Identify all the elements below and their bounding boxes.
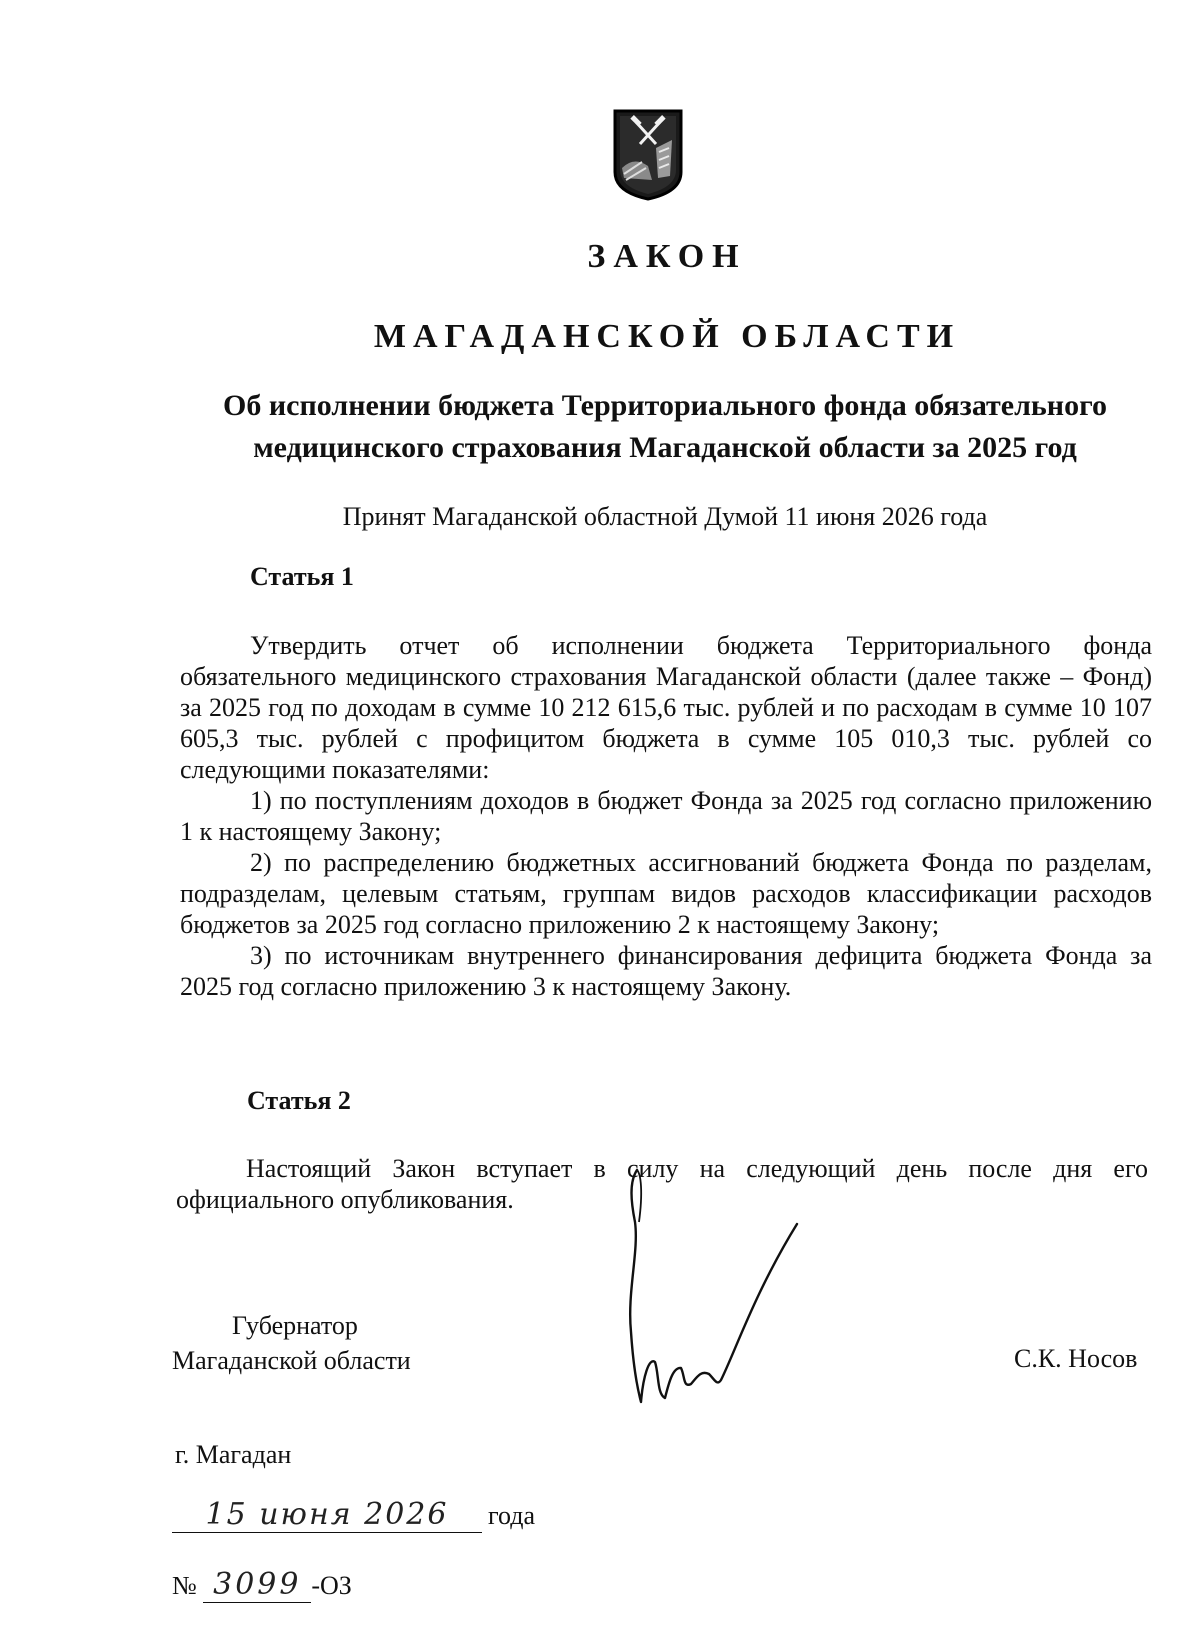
region-title: МАГАДАНСКОЙ ОБЛАСТИ (373, 318, 961, 355)
article-2-text: Настоящий Закон вступает в силу на следующий день после дня его официального опубликования. (176, 1154, 1148, 1214)
magadan-coat-of-arms-icon (612, 108, 684, 202)
article-1-item-2: 2) по распределению бюджетных ассигнований бюджета Фонда по разделам, подразделам, целевым статьям, группам видов расходов классификации расходов бюджетов за 2025 год согласно приложению 2 к настоящему Закону; (180, 848, 1152, 939)
law-subject-title (190, 385, 1140, 469)
handwritten-signature (625, 1162, 800, 1414)
number-prefix: № (172, 1571, 197, 1600)
signer-name: С.К. Носов (1014, 1344, 1138, 1373)
law-subject-line-1: Об исполнении бюджета Территориального фонда обязательного (223, 389, 1107, 422)
signer-role-line-2: Магаданской области (172, 1346, 411, 1375)
handwritten-law-number: 3099 (203, 1568, 311, 1603)
signer-position (172, 1308, 411, 1378)
article-1-body (180, 630, 1152, 1002)
article-1-heading: Статья 1 (250, 562, 354, 591)
article-1-item-3: 3) по источникам внутреннего финансирования дефицита бюджета Фонда за 2025 год согласно приложению 3 к настоящему Закону. (180, 941, 1152, 1001)
adoption-statement: Принят Магаданской областной Думой 11 июня 2026 года (342, 502, 988, 531)
place-of-signing: г. Магадан (175, 1440, 292, 1469)
handwritten-date: 15 июня 2026 (172, 1498, 482, 1533)
article-1-intro: Утвердить отчет об исполнении бюджета Территориального фонда обязательного медицинского страхования Магаданской области (далее также – Фонд) за 2025 год по доходам в сумме 10 212 615,6 тыс. рублей и по расходам в сумме 10 107 605,3 тыс. рублей с профицитом бюджета в сумме 105 010,3 тыс. рублей со следующими показателями: (180, 631, 1152, 784)
number-suffix: -ОЗ (311, 1571, 352, 1600)
law-subject-line-2: медицинского страхования Магаданской области за 2025 год (253, 431, 1077, 464)
date-suffix: года (488, 1501, 536, 1530)
document-type-title: ЗАКОН (587, 238, 747, 275)
law-number (172, 1568, 352, 1603)
article-1-item-1: 1) по поступлениям доходов в бюджет Фонда за 2025 год согласно приложению 1 к настоящему Закону; (180, 786, 1152, 846)
signing-date (172, 1498, 535, 1533)
signer-role-line-1: Губернатор (232, 1311, 358, 1340)
article-2-heading: Статья 2 (247, 1086, 351, 1115)
